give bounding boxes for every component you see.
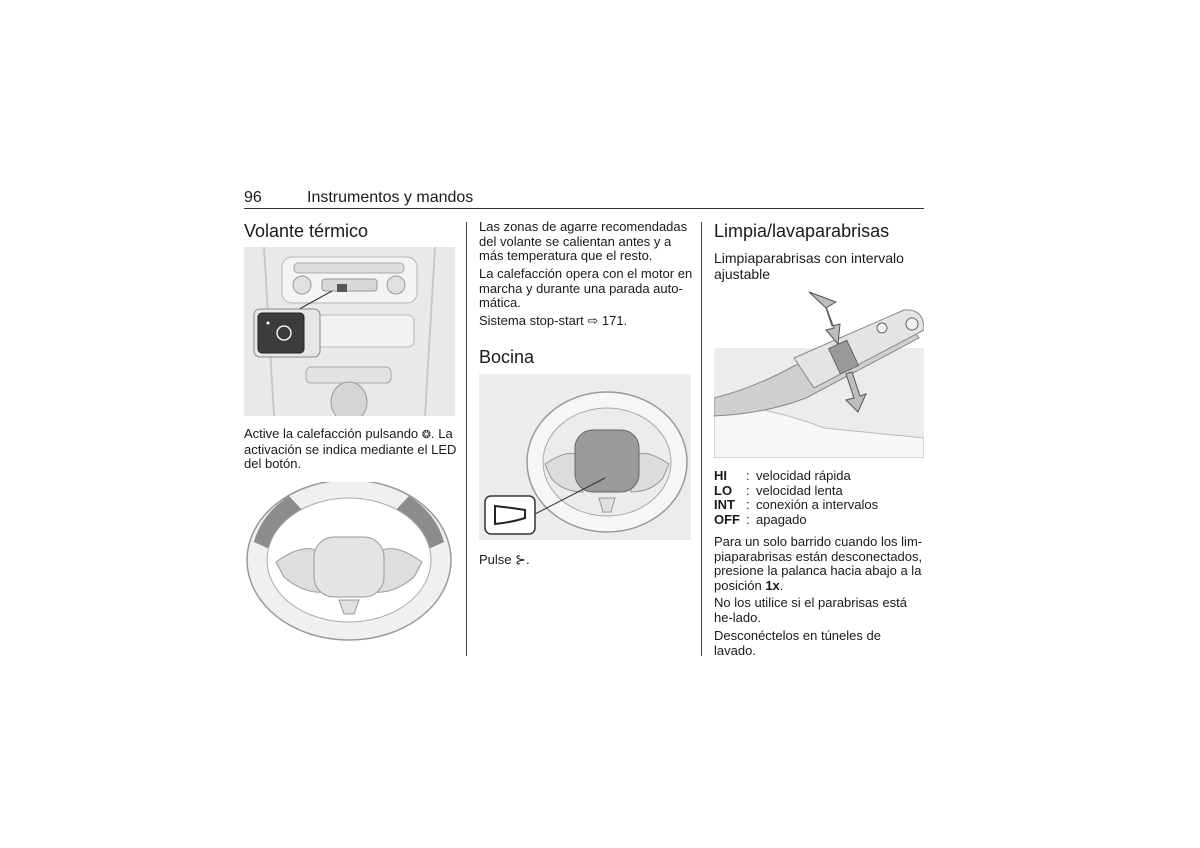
glossary-key: LO: [714, 482, 733, 498]
glossary-colon: :: [746, 497, 750, 512]
single-wipe-text-a: Para un solo barrido cuando los lim-piaparabrisas están desconectados, presione la palanca hacia abajo a la posición: [714, 534, 923, 593]
glossary-value: velocidad lenta: [756, 482, 843, 498]
activation-text-a: Active la calefacción pulsando: [244, 426, 422, 441]
console-illustration: [244, 247, 455, 416]
press-text-a: Pulse: [479, 552, 516, 567]
wiper-glossary: [714, 469, 924, 527]
wiper-lever-illustration: [714, 288, 924, 458]
single-wipe-text-c: .: [779, 577, 784, 593]
stop-start-text-a: Sistema stop-start: [479, 313, 588, 328]
single-wipe-position: 1x: [765, 577, 780, 593]
column-divider-1: [466, 222, 467, 656]
heading-bocina: Bocina: [479, 347, 535, 367]
glossary-row: [714, 498, 924, 513]
steering-wheel-heated-illustration: [244, 482, 455, 645]
glossary-colon: :: [746, 511, 750, 527]
column-divider-2: [701, 222, 702, 656]
glossary-row: [714, 513, 924, 528]
stop-start-text-b: 171.: [598, 313, 628, 328]
glossary-key: HI: [714, 468, 727, 483]
paragraph-frozen: No los utilice si el parabrisas está he-lado.: [714, 595, 907, 625]
glossary-row: [714, 484, 924, 499]
section-title: Instrumentos y mandos: [307, 189, 474, 206]
press-text-b: .: [526, 552, 530, 567]
horn-icon: ⊱: [515, 552, 527, 567]
glossary-value: conexión a intervalos: [756, 497, 879, 512]
heading-limpia: Limpia/lavaparabrisas: [714, 221, 890, 241]
heading-volante-termico: Volante térmico: [244, 221, 369, 241]
wiper-lever-figure: [714, 288, 924, 458]
paragraph-single-wipe: [714, 535, 926, 593]
paragraph-press-horn: [479, 553, 693, 568]
paragraph-activation: [244, 427, 458, 472]
glossary-row: [714, 469, 924, 484]
steering-wheel-horn-illustration: [479, 374, 691, 540]
paragraph-engine-running: La calefacción opera con el motor en marcha y durante una parada auto-mática.: [479, 266, 693, 310]
heated-wheel-icon: ❂: [421, 429, 431, 441]
glossary-value: apagado: [756, 511, 807, 527]
paragraph-car-wash: Desconéctelos en túneles de lavado.: [714, 628, 881, 658]
page-number: 96: [244, 189, 262, 206]
paragraph-grip-zones: Las zonas de agarre recomendadas del volante se calientan antes y a más temperatura que el resto.: [479, 219, 688, 263]
glossary-colon: :: [746, 482, 750, 498]
console-figure: [244, 247, 455, 416]
heated-wheel-figure: [244, 482, 455, 645]
activation-text-b: . La activación se indica mediante el LED del botón.: [244, 426, 457, 471]
horn-figure: [479, 374, 691, 540]
header-rule: [244, 208, 924, 209]
subheading-intervalo: Limpiaparabrisas con intervalo ajustable: [714, 250, 904, 282]
glossary-value: velocidad rápida: [756, 468, 851, 483]
glossary-key: INT: [714, 497, 735, 512]
glossary-key: OFF: [714, 511, 740, 527]
page-reference-icon: ⇨: [587, 313, 599, 328]
paragraph-stop-start: [479, 314, 693, 329]
glossary-colon: :: [746, 468, 750, 483]
